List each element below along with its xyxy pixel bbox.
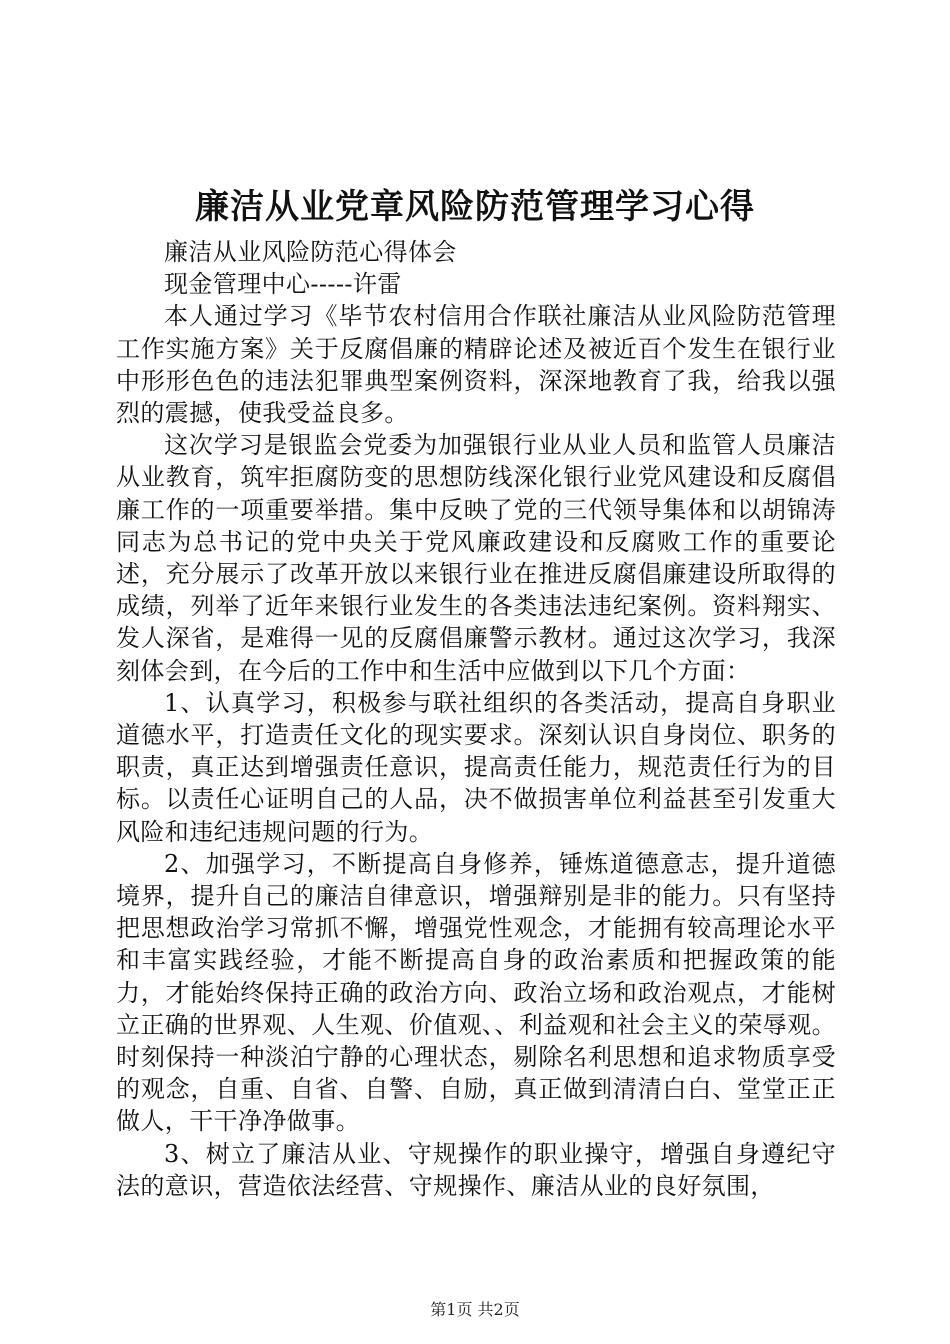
document-body: [116, 236, 836, 1202]
body-paragraph: 2、加强学习，不断提高自身修养，锤炼道德意志，提升道德境界，提升自己的廉洁自律意识，增强辩别是非的能力。只有坚持把思想政治学习常抓不懈，增强党性观念，才能拥有较高理论水平和丰富实践经验，才能不断提高自身的政治素质和把握政策的能力，才能始终保持正确的政治方向、政治立场和政治观点，才能树立正确的世界观、人生观、价值观、、利益观和社会主义的荣辱观。时刻保持一种淡泊宁静的心理状态，剔除名利思想和追求物质享受的观念，自重、自省、自警、自励，真正做到清清白白、堂堂正正做人，干干净净做事。: [116, 849, 836, 1136]
body-paragraph: 1、认真学习，积极参与联社组织的各类活动，提高自身职业道德水平，打造责任文化的现实要求。深刻认识自身岗位、职务的职责，真正达到增强责任意识，提高责任能力，规范责任行为的目标。以责任心证明自己的人品，决不做损害单位利益甚至引发重大风险和违纪违规问题的行为。: [116, 688, 836, 846]
body-paragraph: 这次学习是银监会党委为加强银行业从业人员和监管人员廉洁从业教育，筑牢拒腐防变的思想防线深化银行业党风建设和反腐倡廉工作的一项重要举措。集中反映了党的三代领导集体和以胡锦涛同志为总书记的党中央关于党风廉政建设和反腐败工作的重要论述，充分展示了改革开放以来银行业在推进反腐倡廉建设所取得的成绩，列举了近年来银行业发生的各类违法违纪案例。资料翔实、发人深省，是难得一见的反腐倡廉警示教材。通过这次学习，我深刻体会到，在今后的工作中和生活中应做到以下几个方面：: [116, 431, 836, 685]
body-paragraph: 3、树立了廉洁从业、守规操作的职业操守，增强自身遵纪守法的意识，营造依法经营、守规操作、廉洁从业的良好氛围，: [116, 1139, 836, 1200]
page-number-footer: 第1页 共2页: [430, 1300, 520, 1319]
document-title: 廉洁从业党章风险防范管理学习心得: [195, 187, 755, 227]
author-line: 现金管理中心-----许雷: [164, 270, 402, 299]
body-paragraph: 本人通过学习《毕节农村信用合作联社廉洁从业风险防范管理工作实施方案》关于反腐倡廉的精辟论述及被近百个发生在银行业中形形色色的违法犯罪典型案例资料，深深地教育了我，给我以强烈的震撼，使我受益良多。: [116, 302, 836, 428]
subtitle-paragraph: 廉洁从业风险防范心得体会: [164, 238, 457, 266]
